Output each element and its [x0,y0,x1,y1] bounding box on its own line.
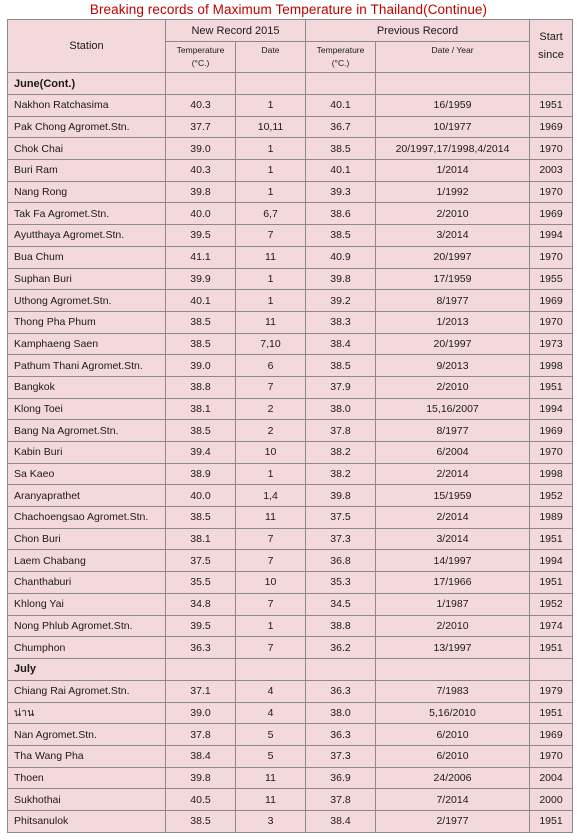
temperature-cell: 39.5 [166,615,236,637]
start-year-cell: 1951 [530,572,573,594]
station-cell: น่าน [8,702,166,724]
empty-cell [236,73,306,95]
station-cell: Ayutthaya Agromet.Stn. [8,225,166,247]
table-row [8,355,573,377]
previous-temperature-cell: 36.8 [306,550,376,572]
start-year-cell: 2003 [530,160,573,182]
station-cell: Pak Chong Agromet.Stn. [8,116,166,138]
previous-date-cell: 2/2010 [376,376,530,398]
table-row [8,745,573,767]
temperature-cell: 38.5 [166,420,236,442]
start-year-cell: 1969 [530,116,573,138]
station-cell: Chumphon [8,637,166,659]
previous-date-cell: 5,16/2010 [376,702,530,724]
start-year-cell: 1951 [530,637,573,659]
previous-date-cell: 1/1992 [376,181,530,203]
previous-date-cell: 15/1959 [376,485,530,507]
date-cell: 11 [236,767,306,789]
previous-temperature-cell: 38.0 [306,702,376,724]
temperature-new-header [166,42,236,73]
start-year-cell: 1974 [530,615,573,637]
previous-temperature-cell: 35.3 [306,572,376,594]
table-row [8,246,573,268]
previous-date-cell: 2/2010 [376,203,530,225]
date-cell: 7,10 [236,333,306,355]
date-cell: 7 [236,593,306,615]
table-row [8,268,573,290]
temperature-cell: 38.5 [166,333,236,355]
previous-date-cell: 1/2013 [376,311,530,333]
date-cell: 7 [236,528,306,550]
start-year-cell: 1998 [530,355,573,377]
table-row [8,789,573,811]
table-row [8,463,573,485]
section-row [8,73,573,95]
date-new-label: Date [261,45,280,55]
table-row [8,572,573,594]
previous-temperature-cell: 39.2 [306,290,376,312]
previous-date-cell: 2/2014 [376,507,530,529]
previous-date-cell: 10/1977 [376,116,530,138]
previous-temperature-cell: 38.2 [306,463,376,485]
empty-cell [376,73,530,95]
station-cell: Kamphaeng Saen [8,333,166,355]
table-row [8,593,573,615]
date-cell: 1 [236,138,306,160]
previous-temperature-cell: 37.5 [306,507,376,529]
temperature-cell: 40.3 [166,95,236,117]
station-cell: Nakhon Ratchasima [8,95,166,117]
previous-date-cell: 24/2006 [376,767,530,789]
temperature-cell: 37.7 [166,116,236,138]
previous-date-cell: 7/2014 [376,789,530,811]
previous-date-cell: 2/1977 [376,811,530,833]
previous-temperature-cell: 39.3 [306,181,376,203]
previous-temperature-cell: 36.9 [306,767,376,789]
date-cell: 11 [236,246,306,268]
start-year-cell: 1951 [530,702,573,724]
start-year-cell: 1969 [530,290,573,312]
previous-temperature-cell: 39.8 [306,485,376,507]
start-year-cell: 1951 [530,811,573,833]
previous-temperature-cell: 40.9 [306,246,376,268]
temperature-cell: 38.1 [166,398,236,420]
date-new-header [236,42,306,73]
date-cell: 7 [236,550,306,572]
empty-cell [306,73,376,95]
start-since-label: Start since [538,31,564,61]
date-cell: 7 [236,225,306,247]
table-row [8,811,573,833]
date-cell: 10 [236,572,306,594]
station-cell: Khlong Yai [8,593,166,615]
previous-temperature-cell: 38.4 [306,333,376,355]
date-year-prev-header [376,42,530,73]
start-year-cell: 1994 [530,225,573,247]
previous-temperature-cell: 38.4 [306,811,376,833]
station-cell: Tak Fa Agromet.Stn. [8,203,166,225]
previous-temperature-cell: 38.5 [306,355,376,377]
start-year-cell: 1969 [530,724,573,746]
station-cell: Tha Wang Pha [8,745,166,767]
temperature-cell: 39.9 [166,268,236,290]
previous-date-cell: 6/2004 [376,442,530,464]
previous-date-cell: 15,16/2007 [376,398,530,420]
previous-date-cell: 3/2014 [376,225,530,247]
date-cell: 7 [236,637,306,659]
date-cell: 11 [236,311,306,333]
start-year-cell: 1969 [530,203,573,225]
previous-temperature-cell: 38.8 [306,615,376,637]
temperature-cell: 40.0 [166,485,236,507]
previous-date-cell: 7/1983 [376,680,530,702]
date-cell: 11 [236,789,306,811]
empty-cell [530,73,573,95]
temperature-cell: 40.0 [166,203,236,225]
empty-cell [530,658,573,680]
empty-cell [166,73,236,95]
records-table [7,19,573,833]
empty-cell [376,658,530,680]
temperature-cell: 39.0 [166,702,236,724]
station-cell: Bua Chum [8,246,166,268]
start-year-cell: 1989 [530,507,573,529]
temperature-cell: 38.1 [166,528,236,550]
start-year-cell: 1970 [530,745,573,767]
start-year-cell: 1970 [530,311,573,333]
temperature-cell: 37.8 [166,724,236,746]
previous-date-cell: 1/1987 [376,593,530,615]
start-year-cell: 1994 [530,398,573,420]
table-row [8,637,573,659]
start-since-header [530,20,573,73]
previous-date-cell: 13/1997 [376,637,530,659]
previous-temperature-cell: 37.8 [306,789,376,811]
previous-temperature-cell: 34.5 [306,593,376,615]
date-cell: 5 [236,745,306,767]
date-cell: 1 [236,290,306,312]
date-cell: 2 [236,398,306,420]
station-cell: Bangkok [8,376,166,398]
previous-temperature-cell: 38.5 [306,225,376,247]
start-year-cell: 1951 [530,95,573,117]
table-row [8,550,573,572]
previous-temperature-cell: 39.8 [306,268,376,290]
section-row [8,658,573,680]
previous-temperature-cell: 40.1 [306,160,376,182]
date-cell: 3 [236,811,306,833]
previous-temperature-cell: 37.9 [306,376,376,398]
table-row [8,398,573,420]
section-label: June(Cont.) [8,73,166,95]
station-cell: Thoen [8,767,166,789]
table-row [8,680,573,702]
start-year-cell: 1951 [530,528,573,550]
start-year-cell: 1973 [530,333,573,355]
station-cell: Buri Ram [8,160,166,182]
table-row [8,181,573,203]
table-row [8,116,573,138]
table-row [8,95,573,117]
station-header: Station [8,20,166,73]
temperature-cell: 34.8 [166,593,236,615]
previous-date-cell: 16/1959 [376,95,530,117]
station-cell: Nong Phlub Agromet.Stn. [8,615,166,637]
start-year-cell: 1969 [530,420,573,442]
temperature-cell: 37.1 [166,680,236,702]
temperature-cell: 35.5 [166,572,236,594]
temperature-cell: 40.3 [166,160,236,182]
station-cell: Klong Toei [8,398,166,420]
previous-date-cell: 6/2010 [376,745,530,767]
previous-date-cell: 1/2014 [376,160,530,182]
station-cell: Uthong Agromet.Stn. [8,290,166,312]
start-year-cell: 1952 [530,593,573,615]
start-year-cell: 2004 [530,767,573,789]
previous-temperature-cell: 38.0 [306,398,376,420]
table-row [8,333,573,355]
start-year-cell: 1979 [530,680,573,702]
start-year-cell: 1970 [530,138,573,160]
table-row [8,485,573,507]
table-row [8,225,573,247]
page-title: Breaking records of Maximum Temperature in Thailand(Continue) [89,2,488,17]
date-cell: 7 [236,376,306,398]
previous-record-header: Previous Record [306,20,530,42]
temperature-cell: 38.5 [166,811,236,833]
previous-temperature-cell: 40.1 [306,95,376,117]
station-cell: Thong Pha Phum [8,311,166,333]
unit-prev-label: (°C.) [331,58,350,68]
station-cell: Nang Rong [8,181,166,203]
start-year-cell: 1952 [530,485,573,507]
table-row [8,767,573,789]
date-cell: 5 [236,724,306,746]
table-row [8,160,573,182]
previous-temperature-cell: 38.6 [306,203,376,225]
date-cell: 1 [236,160,306,182]
temperature-cell: 41.1 [166,246,236,268]
station-cell: Aranyaprathet [8,485,166,507]
date-cell: 6,7 [236,203,306,225]
temperature-prev-label: Temperature [316,45,365,55]
temperature-cell: 39.5 [166,225,236,247]
temperature-cell: 39.0 [166,138,236,160]
temperature-new-label: Temperature [176,45,225,55]
previous-temperature-cell: 36.3 [306,680,376,702]
station-cell: Chon Buri [8,528,166,550]
table-row [8,203,573,225]
table-row [8,138,573,160]
empty-cell [166,658,236,680]
station-cell: Chachoengsao Agromet.Stn. [8,507,166,529]
station-cell: Nan Agromet.Stn. [8,724,166,746]
start-year-cell: 1994 [530,550,573,572]
station-cell: Chok Chai [8,138,166,160]
table-row [8,702,573,724]
date-cell: 1 [236,95,306,117]
station-cell: Bang Na Agromet.Stn. [8,420,166,442]
previous-date-cell: 8/1977 [376,290,530,312]
station-cell: Chanthaburi [8,572,166,594]
date-cell: 1 [236,268,306,290]
date-cell: 1,4 [236,485,306,507]
temperature-cell: 38.5 [166,311,236,333]
start-year-cell: 1970 [530,246,573,268]
table-row [8,615,573,637]
temperature-cell: 39.4 [166,442,236,464]
previous-date-cell: 20/1997,17/1998,4/2014 [376,138,530,160]
temperature-cell: 38.5 [166,507,236,529]
previous-date-cell: 14/1997 [376,550,530,572]
date-cell: 4 [236,702,306,724]
previous-temperature-cell: 36.2 [306,637,376,659]
date-cell: 11 [236,507,306,529]
previous-temperature-cell: 38.5 [306,138,376,160]
date-cell: 1 [236,463,306,485]
start-year-cell: 1951 [530,376,573,398]
temperature-cell: 40.1 [166,290,236,312]
previous-temperature-cell: 37.3 [306,745,376,767]
temperature-cell: 37.5 [166,550,236,572]
date-cell: 10,11 [236,116,306,138]
previous-date-cell: 17/1966 [376,572,530,594]
station-cell: Kabin Buri [8,442,166,464]
temperature-cell: 38.4 [166,745,236,767]
previous-date-cell: 20/1997 [376,333,530,355]
table-row [8,442,573,464]
station-cell: Pathum Thani Agromet.Stn. [8,355,166,377]
previous-temperature-cell: 37.8 [306,420,376,442]
date-cell: 10 [236,442,306,464]
station-cell: Laem Chabang [8,550,166,572]
date-cell: 6 [236,355,306,377]
table-row [8,376,573,398]
temperature-cell: 39.0 [166,355,236,377]
start-year-cell: 1970 [530,442,573,464]
start-year-cell: 1998 [530,463,573,485]
previous-date-cell: 3/2014 [376,528,530,550]
temperature-cell: 38.8 [166,376,236,398]
empty-cell [306,658,376,680]
previous-date-cell: 17/1959 [376,268,530,290]
previous-date-cell: 2/2014 [376,463,530,485]
unit-new-label: (°C.) [191,58,210,68]
date-cell: 1 [236,615,306,637]
section-label: July [8,658,166,680]
previous-temperature-cell: 36.7 [306,116,376,138]
station-cell: Sa Kaeo [8,463,166,485]
temperature-cell: 40.5 [166,789,236,811]
previous-date-cell: 6/2010 [376,724,530,746]
table-row [8,507,573,529]
temperature-prev-header [306,42,376,73]
new-record-header: New Record 2015 [166,20,306,42]
station-cell: Phitsanulok [8,811,166,833]
temperature-cell: 39.8 [166,181,236,203]
table-row [8,311,573,333]
previous-temperature-cell: 38.3 [306,311,376,333]
table-row [8,724,573,746]
previous-date-cell: 2/2010 [376,615,530,637]
station-cell: Suphan Buri [8,268,166,290]
station-cell: Sukhothai [8,789,166,811]
previous-temperature-cell: 36.3 [306,724,376,746]
previous-date-cell: 8/1977 [376,420,530,442]
table-row [8,290,573,312]
table-row [8,420,573,442]
station-cell: Chiang Rai Agromet.Stn. [8,680,166,702]
empty-cell [236,658,306,680]
date-cell: 4 [236,680,306,702]
previous-temperature-cell: 37.3 [306,528,376,550]
date-cell: 1 [236,181,306,203]
previous-temperature-cell: 38.2 [306,442,376,464]
start-year-cell: 1970 [530,181,573,203]
temperature-cell: 36.3 [166,637,236,659]
previous-date-cell: 9/2013 [376,355,530,377]
temperature-cell: 38.9 [166,463,236,485]
temperature-cell: 39.8 [166,767,236,789]
start-year-cell: 1955 [530,268,573,290]
table-row [8,528,573,550]
start-year-cell: 2000 [530,789,573,811]
date-year-prev-label: Date / Year [431,45,474,55]
previous-date-cell: 20/1997 [376,246,530,268]
date-cell: 2 [236,420,306,442]
